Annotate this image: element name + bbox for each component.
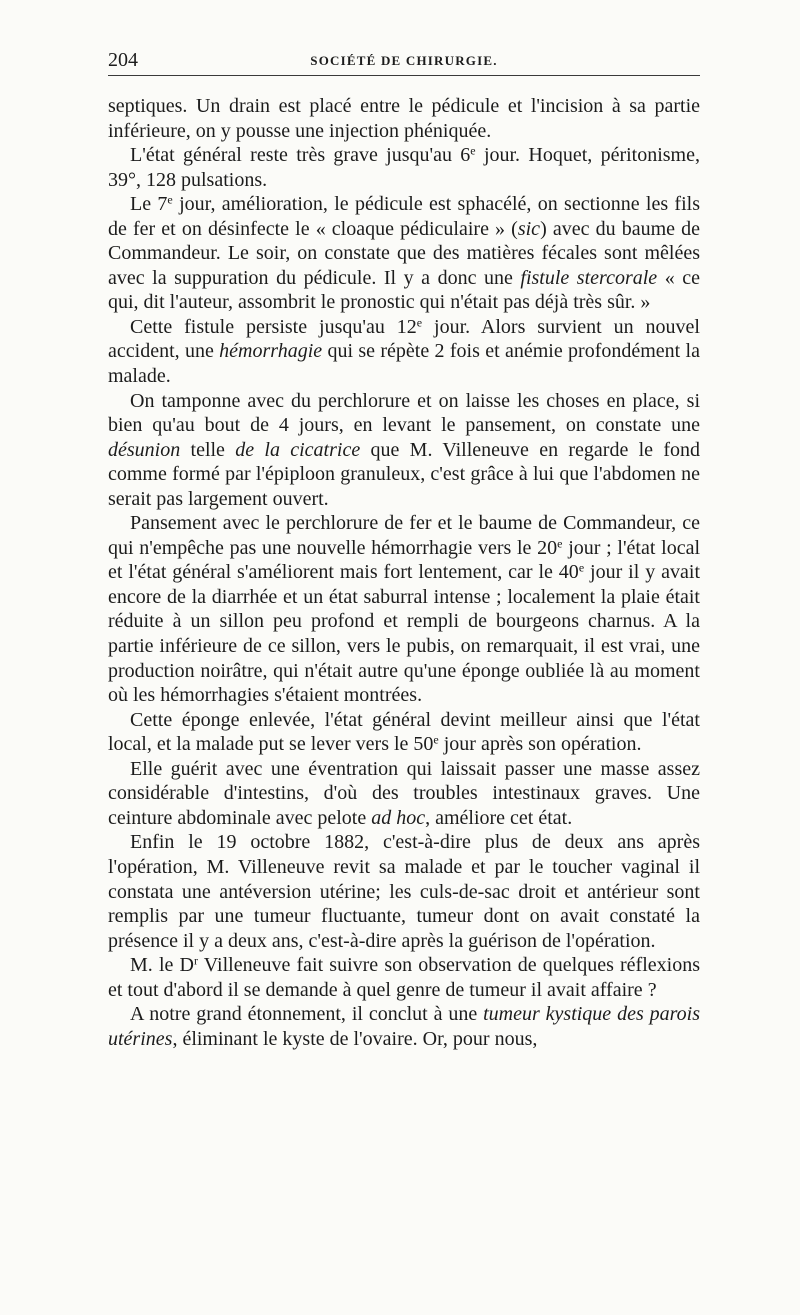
paragraph-10-text-a: M. le D: [130, 954, 194, 977]
paragraph-10-text-b: Villeneuve fait suivre son observation de quelques réflexions et tout d'abord il se demande à quel genre de tumeur il avait affaire ?: [108, 954, 700, 1001]
paragraph-5-text-c: que M. Villeneuve en regarde le fond comme formé par l'épiploon granuleux, c'est grâce à lui que l'abdomen ne serait pas largement ouvert.: [108, 438, 701, 510]
paragraph-3-text-a: Le 7: [130, 193, 168, 216]
paragraph-9-text: Enfin le 19 octobre 1882, c'est-à-dire plus de deux ans après l'opération, M. Villeneuve revit sa malade et par le toucher vaginal il constata une antéversion utérine; les culs-de-sac droit et antérieur sont remplis par une tumeur fluctuante, tumeur dont on avait constaté la présence il y a deux ans, c'est-à-dire après la guérison de l'opération.: [108, 831, 700, 952]
paragraph-3-text-c: ) avec du baume de Commandeur. Le soir, on constate que des matières fécales sont mêlées avec la suppuration du pédicule. Il y a donc une: [108, 217, 700, 289]
paragraph-2: [108, 143, 700, 192]
paragraph-4-text-b: jour. Alors survient un nouvel accident, une: [108, 315, 700, 363]
italic-text: sic: [517, 217, 541, 240]
paragraph-8-text-a: Elle guérit avec une éventration qui laissait passer une masse assez considérable d'intestins, d'où des troubles intestinaux graves. Une ceinture abdominale avec pelote: [108, 757, 700, 829]
page-number: 204: [108, 49, 138, 71]
paragraph-3: [108, 192, 700, 315]
paragraph-6-text-b: jour ; l'état local et l'état général s'améliorent mais fort lentement, car le 40: [108, 536, 701, 584]
superscript: e: [557, 536, 563, 551]
paragraph-11-text-a: A notre grand étonnement, il conclut à une: [130, 1003, 484, 1026]
paragraph-9: [108, 830, 700, 953]
paragraph-1: [108, 94, 700, 143]
paragraph-3-text-d: « ce qui, dit l'auteur, assombrit le pronostic qui n'était pas déjà très sûr. »: [108, 266, 700, 314]
paragraph-11-text-b: , éliminant le kyste de l'ovaire. Or, pour nous,: [172, 1027, 538, 1050]
paragraph-7-text-b: jour après son opération.: [438, 733, 642, 756]
paragraph-8-text-b: , améliore cet état.: [425, 806, 573, 829]
superscript: e: [470, 143, 476, 158]
italic-text: hémorrhagie: [219, 340, 323, 363]
header-rule: [108, 75, 700, 76]
italic-text: ad hoc: [371, 806, 426, 829]
paragraph-4: [108, 315, 700, 389]
paragraph-5: [108, 389, 700, 512]
superscript: e: [167, 192, 173, 207]
paragraph-6-text-a: Pansement avec le perchlorure de fer et le baume de Commandeur, ce qui n'empêche pas une nouvelle hémorrhagie vers le 20: [108, 512, 700, 559]
paragraph-6: [108, 511, 700, 707]
paragraph-7: [108, 708, 700, 757]
paragraph-2-text-a: L'état général reste très grave jusqu'au 6: [130, 144, 471, 167]
superscript: r: [193, 953, 198, 968]
superscript: e: [416, 315, 423, 330]
paragraph-10: [108, 953, 700, 1002]
italic-text: de la cicatrice: [235, 438, 361, 461]
paragraph-4-text-a: Cette fistule persiste jusqu'au 12: [130, 315, 417, 338]
paragraph-5-text-a: On tamponne avec du perchlorure et on laisse les choses en place, si bien qu'au bout de 4 jours, en levant le pansement, on constate une: [108, 389, 700, 437]
italic-text: tumeur kystique des parois utérines: [108, 1003, 700, 1050]
paragraph-8: [108, 757, 700, 831]
superscript: e: [578, 560, 585, 575]
paragraph-1-text: septiques. Un drain est placé entre le pédicule et l'incision à sa partie inférieure, on y pousse une injection phéniquée.: [108, 95, 700, 142]
paragraph-2-text-b: jour. Hoquet, péritonisme, 39°, 128 pulsations.: [108, 144, 700, 191]
page-header: [108, 48, 700, 72]
paragraph-11: [108, 1002, 700, 1051]
running-title: SOCIÉTÉ DE CHIRURGIE.: [310, 53, 498, 68]
paragraph-5-text-b: telle: [180, 438, 236, 461]
body-text: [108, 94, 700, 1051]
italic-text: désunion: [108, 438, 181, 461]
paragraph-7-text-a: Cette éponge enlevée, l'état général devint meilleur ainsi que l'état local, et la malade put se lever vers le 50: [108, 708, 700, 756]
paragraph-3-text-b: jour, amélioration, le pédicule est sphacélé, on sectionne les fils de fer et on désinfecte le « cloaque pédiculaire » (: [108, 193, 700, 240]
paragraph-6-text-c: jour il y avait encore de la diarrhée et un état saburral intense ; localement la plaie était réduite à un sillon peu profond et rempli de bourgeons charnus. A la partie inférieure de ce sillon, vers le pubis, on remarquait, il est vrai, une production noirâtre, qui n'était autre qu'une éponge oubliée là au moment où les hémorrhagies s'étaient montrées.: [108, 561, 700, 707]
paragraph-4-text-c: qui se répète 2 fois et anémie profondément la malade.: [108, 340, 700, 388]
superscript: e: [433, 732, 439, 747]
italic-text: fistule stercorale: [520, 266, 658, 289]
